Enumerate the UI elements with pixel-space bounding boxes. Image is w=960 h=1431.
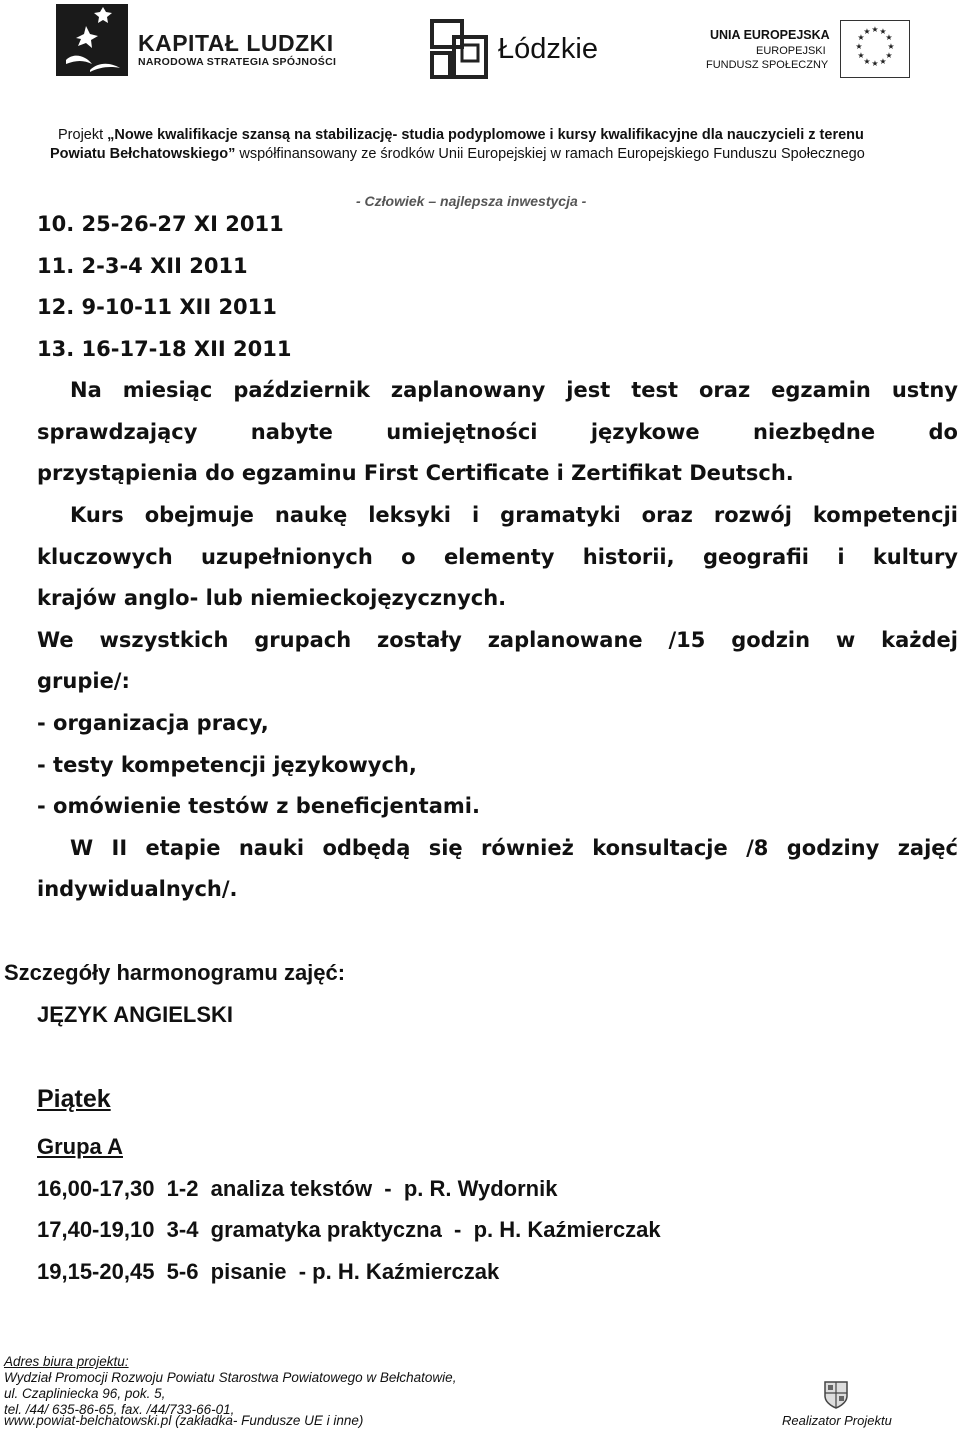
kapital-ludzki-emblem <box>56 4 128 76</box>
word: październik <box>233 378 370 402</box>
date-item: 12. 9-10-11 XII 2011 <box>37 295 277 319</box>
svg-text:★: ★ <box>871 25 879 34</box>
schedule-row: 16,00-17,30 1-2 analiza tekstów - p. R. Wydornik <box>37 1176 558 1201</box>
word: W <box>70 836 94 860</box>
eu-label-2: EUROPEJSKI <box>756 45 826 57</box>
footer-line: ul. Czapliniecka 96, pok. 5, <box>4 1386 166 1401</box>
word: w <box>835 628 856 652</box>
word: niezbędne <box>753 420 876 444</box>
para3-line1 <box>37 628 958 652</box>
para1-line1 <box>70 378 958 402</box>
word: wszystkich <box>99 628 229 652</box>
svg-text:★: ★ <box>863 27 871 36</box>
word: sprawdzający <box>37 420 198 444</box>
realizator-label: Realizator Projektu <box>782 1413 892 1428</box>
schedule-heading: Szczegóły harmonogramu zajęć: <box>4 960 346 985</box>
eu-logo <box>700 16 930 86</box>
word: językowe <box>590 420 700 444</box>
project-title-line-1 <box>58 127 864 143</box>
region-name: Łódzkie <box>498 33 598 65</box>
word: obejmuje <box>144 503 254 527</box>
word: ustny <box>891 378 958 402</box>
schedule-row: 19,15-20,45 5-6 pisanie - p. H. Kaźmierczak <box>37 1259 500 1284</box>
word: do <box>928 420 958 444</box>
word: nauki <box>238 836 305 860</box>
schedule-group: Grupa A <box>37 1134 123 1159</box>
list-item: - organizacja pracy, <box>37 711 269 735</box>
footer-line: Wydział Promocji Rozwoju Powiatu Starostwa Powiatowego w Bełchatowie, <box>4 1370 457 1385</box>
svg-text:★: ★ <box>879 57 887 66</box>
word: leksyki <box>368 503 451 527</box>
kapital-ludzki-subtitle: NARODOWA STRATEGIA SPÓJNOŚCI <box>138 56 337 68</box>
word: miesiąc <box>122 378 213 402</box>
word: zaplanowane <box>487 628 643 652</box>
date-item: 10. 25-26-27 XI 2011 <box>37 212 284 236</box>
para4-line2: indywidualnych/. <box>37 877 238 901</box>
word: /15 <box>668 628 706 652</box>
para2-line1 <box>70 503 958 527</box>
footer-line: tel. /44/ 635-86-65, fax. /44/733-66-01, <box>4 1402 235 1417</box>
svg-text:★: ★ <box>871 59 879 68</box>
word: test <box>631 378 679 402</box>
svg-text:★: ★ <box>887 42 895 51</box>
word: historii, <box>582 545 675 569</box>
para1-line2 <box>37 420 958 444</box>
kapital-ludzki-logo <box>48 0 348 95</box>
word: kompetencji <box>812 503 958 527</box>
word: /8 <box>746 836 769 860</box>
para1-line3: przystąpienia do egzaminu First Certificate i Zertifikat Deutsch. <box>37 461 794 485</box>
word: o <box>401 545 416 569</box>
date-item: 11. 2-3-4 XII 2011 <box>37 254 248 278</box>
lodzkie-logo <box>430 15 630 85</box>
word: oraz <box>641 503 693 527</box>
word: zostały <box>377 628 462 652</box>
word: jest <box>566 378 611 402</box>
list-item: - testy kompetencji językowych, <box>37 753 417 777</box>
svg-text:★: ★ <box>855 42 863 51</box>
word: również <box>481 836 574 860</box>
word: zaplanowany <box>390 378 546 402</box>
word: egzamin <box>771 378 871 402</box>
list-item: - omówienie testów z beneficjentami. <box>37 794 480 818</box>
word: umiejętności <box>386 420 538 444</box>
coat-of-arms-icon <box>823 1380 849 1410</box>
motto: - Człowiek – najlepsza inwestycja - <box>356 193 587 209</box>
para3-line2: grupie/: <box>37 669 130 693</box>
word: i <box>837 545 845 569</box>
word: grupach <box>254 628 352 652</box>
svg-text:★: ★ <box>879 27 887 36</box>
word: konsultacje <box>592 836 728 860</box>
eu-label-1: UNIA EUROPEJSKA <box>710 28 830 42</box>
word: godziny <box>786 836 880 860</box>
word: etapie <box>145 836 221 860</box>
word: geografii <box>702 545 809 569</box>
star-people-icon <box>56 4 128 76</box>
date-item: 13. 16-17-18 XII 2011 <box>37 337 292 361</box>
eu-label-3: FUNDUSZ SPOŁECZNY <box>706 59 829 71</box>
word: każdej <box>881 628 958 652</box>
eu-flag-icon <box>840 20 910 78</box>
para2-line2 <box>37 545 958 569</box>
kapital-ludzki-title: KAPITAŁ LUDZKI <box>138 30 334 56</box>
word: kultury <box>872 545 958 569</box>
schedule-language: JĘZYK ANGIELSKI <box>37 1002 233 1027</box>
word: II <box>111 836 128 860</box>
svg-text:★: ★ <box>863 57 871 66</box>
word: oraz <box>699 378 751 402</box>
project-cofinancing: współfinansowany ze środków Unii Europejskiej w ramach Europejskiego Funduszu Społecznego <box>235 146 865 162</box>
word: rozwój <box>713 503 792 527</box>
word: godzin <box>731 628 811 652</box>
project-title-2: Powiatu Bełchatowskiego” <box>50 146 236 162</box>
word: gramatyki <box>500 503 621 527</box>
lodzkie-emblem-icon <box>430 19 490 81</box>
word: kluczowych <box>37 545 173 569</box>
word: Na <box>70 378 102 402</box>
word: się <box>428 836 463 860</box>
footer-address-label: Adres biura projektu: <box>4 1354 129 1369</box>
project-prefix: Projekt <box>58 127 108 143</box>
word: Kurs <box>70 503 124 527</box>
word: zajęć <box>897 836 958 860</box>
svg-text:★: ★ <box>857 51 865 60</box>
project-title: „Nowe kwalifikacje szansą na stabilizację- studia podyplomowe i kursy kwalifikacyjne dla nauczycieli z terenu <box>107 127 864 143</box>
word: elementy <box>443 545 555 569</box>
word: i <box>471 503 480 527</box>
svg-text:★: ★ <box>885 51 893 60</box>
schedule-day: Piątek <box>37 1085 111 1113</box>
word: We <box>37 628 74 652</box>
svg-text:★: ★ <box>885 33 893 42</box>
footer-website: www.powiat-belchatowski.pl (zakładka- Fundusze UE i inne) <box>4 1413 364 1428</box>
word: uzupełnionych <box>201 545 373 569</box>
para2-line3: krajów anglo- lub niemieckojęzycznych. <box>37 586 507 610</box>
para4-line1 <box>70 836 958 860</box>
word: naukę <box>274 503 348 527</box>
word: odbędą <box>322 836 411 860</box>
schedule-row: 17,40-19,10 3-4 gramatyka praktyczna - p. H. Kaźmierczak <box>37 1217 661 1242</box>
svg-text:★: ★ <box>857 33 865 42</box>
word: nabyte <box>250 420 333 444</box>
project-title-line-2 <box>50 146 865 162</box>
